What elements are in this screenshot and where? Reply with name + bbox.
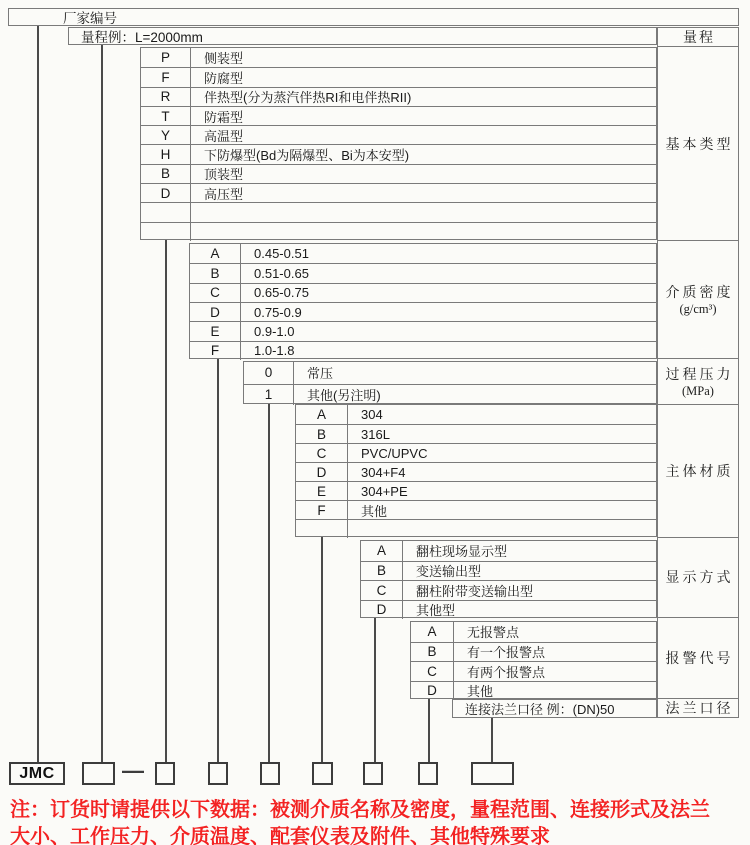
connector-line-display xyxy=(374,618,376,762)
category-process-pressure: 过程压力 (MPa) xyxy=(658,358,738,404)
model-code-box-alarm xyxy=(418,762,438,785)
option-row xyxy=(141,183,656,202)
code-cell: B xyxy=(296,425,348,443)
desc-cell xyxy=(191,223,656,241)
desc-cell: 304+F4 xyxy=(361,464,406,480)
connector-line-range xyxy=(101,45,103,762)
desc-cell: 其他(另注明) xyxy=(307,388,381,404)
desc-cell xyxy=(348,520,656,538)
connector-line-density xyxy=(217,359,219,762)
code-cell: D xyxy=(361,601,403,620)
desc-cell: 高压型 xyxy=(204,186,244,202)
code-cell: T xyxy=(141,107,191,125)
block-medium-density xyxy=(189,243,657,359)
desc-cell: 0.75-0.9 xyxy=(254,304,302,320)
block-body-material xyxy=(295,404,657,537)
option-row xyxy=(190,263,656,282)
code-cell: B xyxy=(361,562,403,581)
option-row xyxy=(296,519,656,538)
flange-size-row xyxy=(452,699,657,718)
option-row xyxy=(361,561,656,581)
connector-line-alarm xyxy=(428,699,430,762)
desc-cell: PVC/UPVC xyxy=(361,445,428,461)
factory-number-row xyxy=(8,8,739,26)
desc-cell: 1.0-1.8 xyxy=(254,343,295,359)
category-display-mode: 显示方式 xyxy=(658,537,738,618)
code-cell xyxy=(296,520,348,538)
option-row xyxy=(141,48,656,67)
option-row xyxy=(244,384,656,406)
option-row xyxy=(361,541,656,561)
code-cell: B xyxy=(411,643,454,662)
desc-cell: 有两个报警点 xyxy=(467,664,546,680)
code-cell: E xyxy=(190,322,241,340)
order-note-line1: 注：订货时请提供以下数据：被测介质名称及密度，量程范围、连接形式及法兰 xyxy=(10,799,710,821)
code-cell: Y xyxy=(141,126,191,144)
desc-cell xyxy=(191,203,656,221)
code-cell: R xyxy=(141,88,191,106)
desc-cell: 0.9-1.0 xyxy=(254,323,295,339)
desc-cell: 0.65-0.75 xyxy=(254,285,309,301)
category-body-material: 主体材质 xyxy=(658,404,738,537)
connector-line-pressure xyxy=(268,404,270,762)
model-code-box-basic-type xyxy=(155,762,175,785)
option-row xyxy=(361,600,656,620)
option-row xyxy=(244,362,656,384)
code-cell: H xyxy=(141,145,191,163)
model-code-box-pressure xyxy=(260,762,280,785)
desc-cell: 侧装型 xyxy=(204,51,244,67)
code-cell: D xyxy=(190,303,241,321)
option-row xyxy=(141,144,656,163)
model-code-box-flange xyxy=(471,762,514,785)
code-cell: A xyxy=(411,622,454,642)
block-process-pressure xyxy=(243,361,657,404)
desc-cell: 高温型 xyxy=(204,128,244,144)
model-prefix-box xyxy=(9,762,65,785)
range-example-label: 量程例：L=2000mm xyxy=(81,30,203,45)
connector-line-material xyxy=(321,537,323,762)
desc-cell: 其他 xyxy=(467,684,494,700)
option-row xyxy=(190,302,656,321)
desc-cell: 304+PE xyxy=(361,483,408,499)
code-cell xyxy=(141,203,191,221)
option-row xyxy=(190,283,656,302)
option-row xyxy=(411,622,656,642)
code-cell: F xyxy=(141,68,191,86)
code-cell: P xyxy=(141,48,191,67)
desc-cell: 其他 xyxy=(361,503,388,519)
code-cell: B xyxy=(190,264,241,282)
option-row xyxy=(190,341,656,360)
code-cell: D xyxy=(411,682,454,701)
desc-cell: 无报警点 xyxy=(467,625,520,641)
code-cell: E xyxy=(296,482,348,500)
model-separator-dash: — xyxy=(122,758,144,783)
desc-cell: 其他型 xyxy=(416,603,456,619)
code-cell: F xyxy=(296,501,348,519)
code-cell: 0 xyxy=(244,362,294,384)
desc-cell: 防霜型 xyxy=(204,109,244,125)
code-cell xyxy=(141,223,191,241)
code-cell: A xyxy=(296,405,348,424)
option-row xyxy=(411,642,656,662)
option-row xyxy=(190,321,656,340)
desc-cell: 防腐型 xyxy=(204,70,244,86)
model-code-box-range xyxy=(82,762,115,785)
category-basic-type: 基本类型 xyxy=(658,46,738,240)
order-note xyxy=(10,797,748,845)
desc-cell: 304 xyxy=(361,407,383,422)
option-row xyxy=(141,67,656,86)
connector-line-factory xyxy=(37,26,39,762)
category-flange-size: 法兰口径 xyxy=(658,698,738,717)
code-cell: B xyxy=(141,165,191,183)
option-row xyxy=(411,661,656,681)
code-cell: D xyxy=(141,184,191,202)
desc-cell: 变送输出型 xyxy=(416,564,482,580)
option-row xyxy=(141,222,656,241)
range-row xyxy=(68,27,657,45)
option-row xyxy=(296,500,656,519)
option-row xyxy=(296,405,656,424)
flange-size-text: 连接法兰口径 例：(DN)50 xyxy=(465,702,615,717)
code-cell: A xyxy=(190,244,241,263)
code-cell: C xyxy=(190,284,241,302)
option-row xyxy=(361,580,656,600)
option-row xyxy=(141,164,656,183)
desc-cell: 常压 xyxy=(307,366,334,382)
code-cell: C xyxy=(411,662,454,681)
connector-line-basic-type xyxy=(165,240,167,762)
connector-line-flange xyxy=(491,718,493,762)
option-row xyxy=(296,443,656,462)
option-row xyxy=(296,424,656,443)
desc-cell: 0.51-0.65 xyxy=(254,265,309,281)
option-row xyxy=(296,481,656,500)
block-display-mode xyxy=(360,540,657,618)
option-row xyxy=(411,681,656,701)
desc-cell: 有一个报警点 xyxy=(467,645,546,661)
model-code-box-display xyxy=(363,762,383,785)
desc-cell: 顶装型 xyxy=(204,167,244,183)
desc-cell: 0.45-0.51 xyxy=(254,246,309,262)
category-medium-density: 介质密度 (g/cm³) xyxy=(658,240,738,358)
option-row xyxy=(141,125,656,144)
desc-cell: 316L xyxy=(361,426,390,442)
code-cell: C xyxy=(361,581,403,600)
code-cell: 1 xyxy=(244,385,294,406)
option-row xyxy=(190,244,656,263)
desc-cell: 翻柱现场显示型 xyxy=(416,544,508,560)
option-row xyxy=(296,462,656,481)
code-cell: A xyxy=(361,541,403,561)
model-code-box-density xyxy=(208,762,228,785)
category-range: 量程 xyxy=(683,31,715,46)
option-row xyxy=(141,87,656,106)
factory-number-label: 厂家编号 xyxy=(63,11,117,26)
desc-cell: 翻柱附带变送输出型 xyxy=(416,583,534,599)
order-note-line2: 大小、工作压力、介质温度、配套仪表及附件、其他特殊要求 xyxy=(10,826,550,845)
option-row xyxy=(141,202,656,221)
code-cell: F xyxy=(190,342,241,360)
model-code-box-material xyxy=(312,762,333,785)
desc-cell: 伴热型(分为蒸汽伴热RI和电伴热RII) xyxy=(204,90,412,106)
category-column xyxy=(657,27,739,718)
code-cell: D xyxy=(296,463,348,481)
block-basic-type xyxy=(140,47,657,240)
code-cell: C xyxy=(296,444,348,462)
model-prefix-label: JMC xyxy=(19,764,55,782)
option-row xyxy=(141,106,656,125)
desc-cell: 下防爆型(Bd为隔爆型、Bi为本安型) xyxy=(204,148,410,164)
block-alarm-code xyxy=(410,621,657,699)
category-alarm-code: 报警代号 xyxy=(658,617,738,698)
